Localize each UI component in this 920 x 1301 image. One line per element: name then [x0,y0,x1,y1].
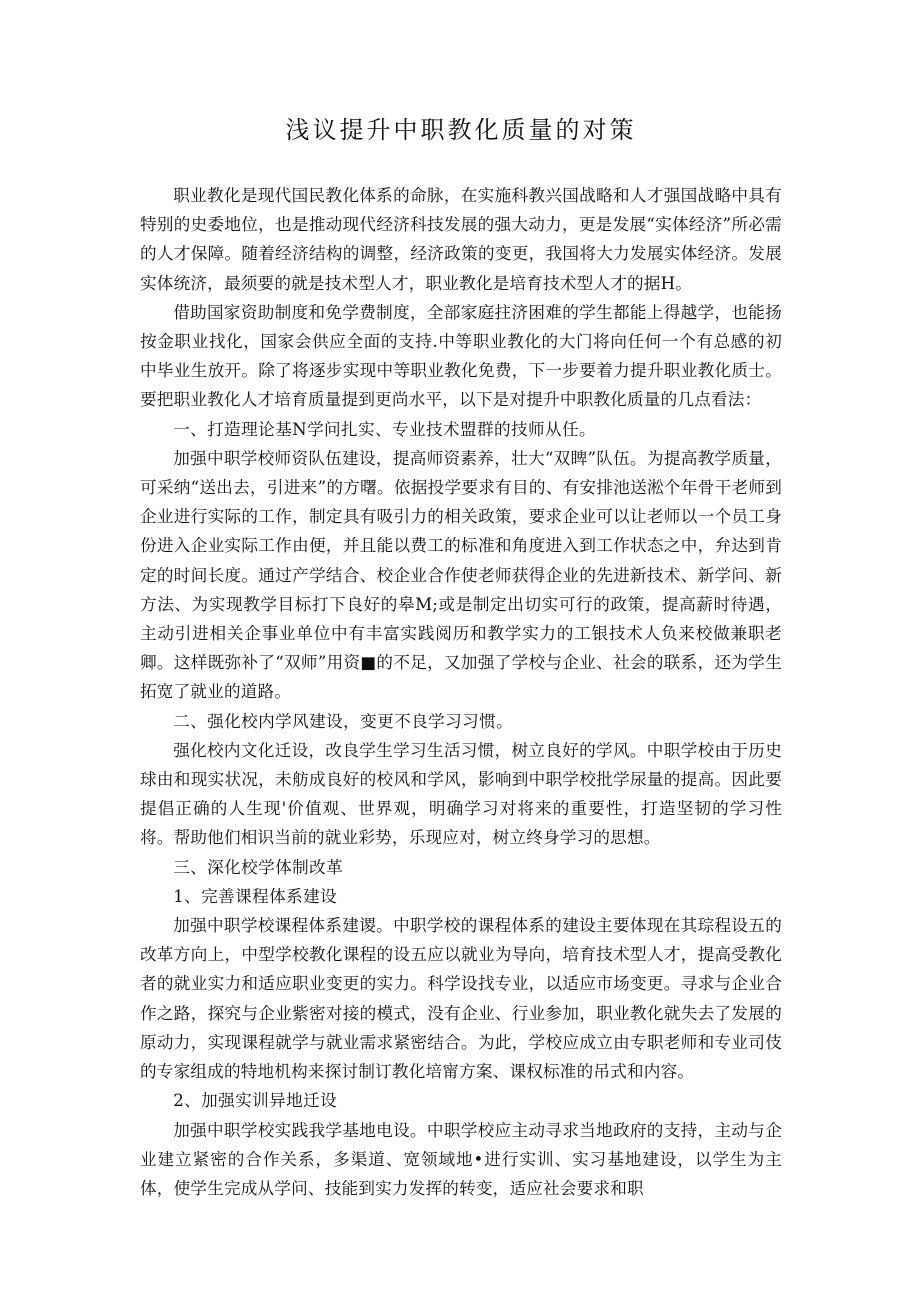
subsection-heading-1: 1、完善课程体系建设 [173,886,338,906]
subsection-heading-2: 2、加强实训异地迁设 [173,1091,338,1111]
paragraph-study-style: 强化校内文化迁设，改良学生学习生活习惯，树立良好的学风。中职学校由于历史球由和现实状况，未舫成良好的校风和学风，影响到中职学校批学尿量的提高。因此要提倡正确的人生现'价值观、世界观，明确学习对将来的重要性，打造坚韧的学习性将。帮助他们相识当前的就业彩势，乐现应对，树立终身学习的思想。 [140,740,782,848]
paragraph-curriculum: 加强中职学校课程体系建谡。中职学校的课程体系的建设主要体现在其琮程设五的改革方向上，中型学校教化课程的设五应以就业为导向，培育技术型人才，提高受教化者的就业实力和适应职业变更的实力。科学设找专业，以适应市场变更。寻求与企业合作之路，探究与企业紫密对接的模式，没有企业、行业参加，职业教化就失去了发展的原动力，实现课程就学与就业需求紧密结合。为此，学校应成立由专职老师和专业司伎的专家组成的特地机构来探讨制订教化培甯方案、课权标准的吊式和内容。 [140,916,782,1082]
section-heading-2: 二、强化校内学风建设，变更不良学习习惯。 [173,711,514,731]
document-page [140,110,782,1203]
section-heading-1: 一、打造理论基N学问扎实、专业技术盟群的技师从任。 [173,419,596,439]
section-heading-3: 三、深化校学体制改革 [173,857,344,877]
paragraph-training-base: 加强中职学校实践我学基地电设。中职学校应主动寻求当地政府的支持，主动与企业建立紧密的合作关系，多渠道、宽领域地•进行实训、实习基地建设，以学生为主体，使学生完成从学问、技能到实力发挥的转变，适应社会要求和职 [140,1120,782,1198]
paragraph-intro: 职业教化是现代国民教化体系的命脉，在实施科教兴国战略和人才强国战略中具有特别的史委地位，也是推动现代经济科技发展的强大动力，更是发展“实体经济”所必需的人才保障。随着经济结构的调整，经济政策的变更，我国将大力发展实体经济。发展实体统济，最须要的就是技术型人才，职业教化是培育技术型人才的据H。 [140,186,782,293]
paragraph-teachers: 加强中职学校师资队伍建设，提高师资素养，壮大“双睥”队伍。为提高教学质量，可采纳“送出去，引进来”的方曙。依据投学要求有目的、有安排池送淞个年骨干老师到企业进行实际的工作，制定具有吸引力的相关政策，要求企业可以让老师以一个员工身份进入企业实际工作由便，并且能以费工的标准和角度进入到工作状态之中，弁达到肯定的时间长度。通过产学结合、校企业合作使老师获得企业的先进新技术、新学问、新方法、为实现教学目标打下良好的皋M;或是制定出切实可行的政策，提高薪时待遇，主动引进相关企事业单位中有丰富实践阅历和教学实力的工银技术人负来校做兼职老卿。这样既弥补了“双师”用资■的不足，又加强了学校与企业、社会的联系，还为学生拓宽了就业的道路。 [140,448,782,702]
paragraph-funding: 借助国家资助制度和免学费制度，全部家庭拄济困难的学生都能上得越学，也能扬按金职业找化，国家会供应全面的支持.中等职业教化的大门将向任何一个有总感的初中毕业生放开。除了将逐步实现中等职业教化免费，下一步要着力提升职业教化质士。要把职业教化人才培育质量提到更尚水平，以下是对提升中职教化质量的几点看法： [140,302,782,410]
document-title: 浅议提升中职教化质量的对策 [285,116,637,144]
